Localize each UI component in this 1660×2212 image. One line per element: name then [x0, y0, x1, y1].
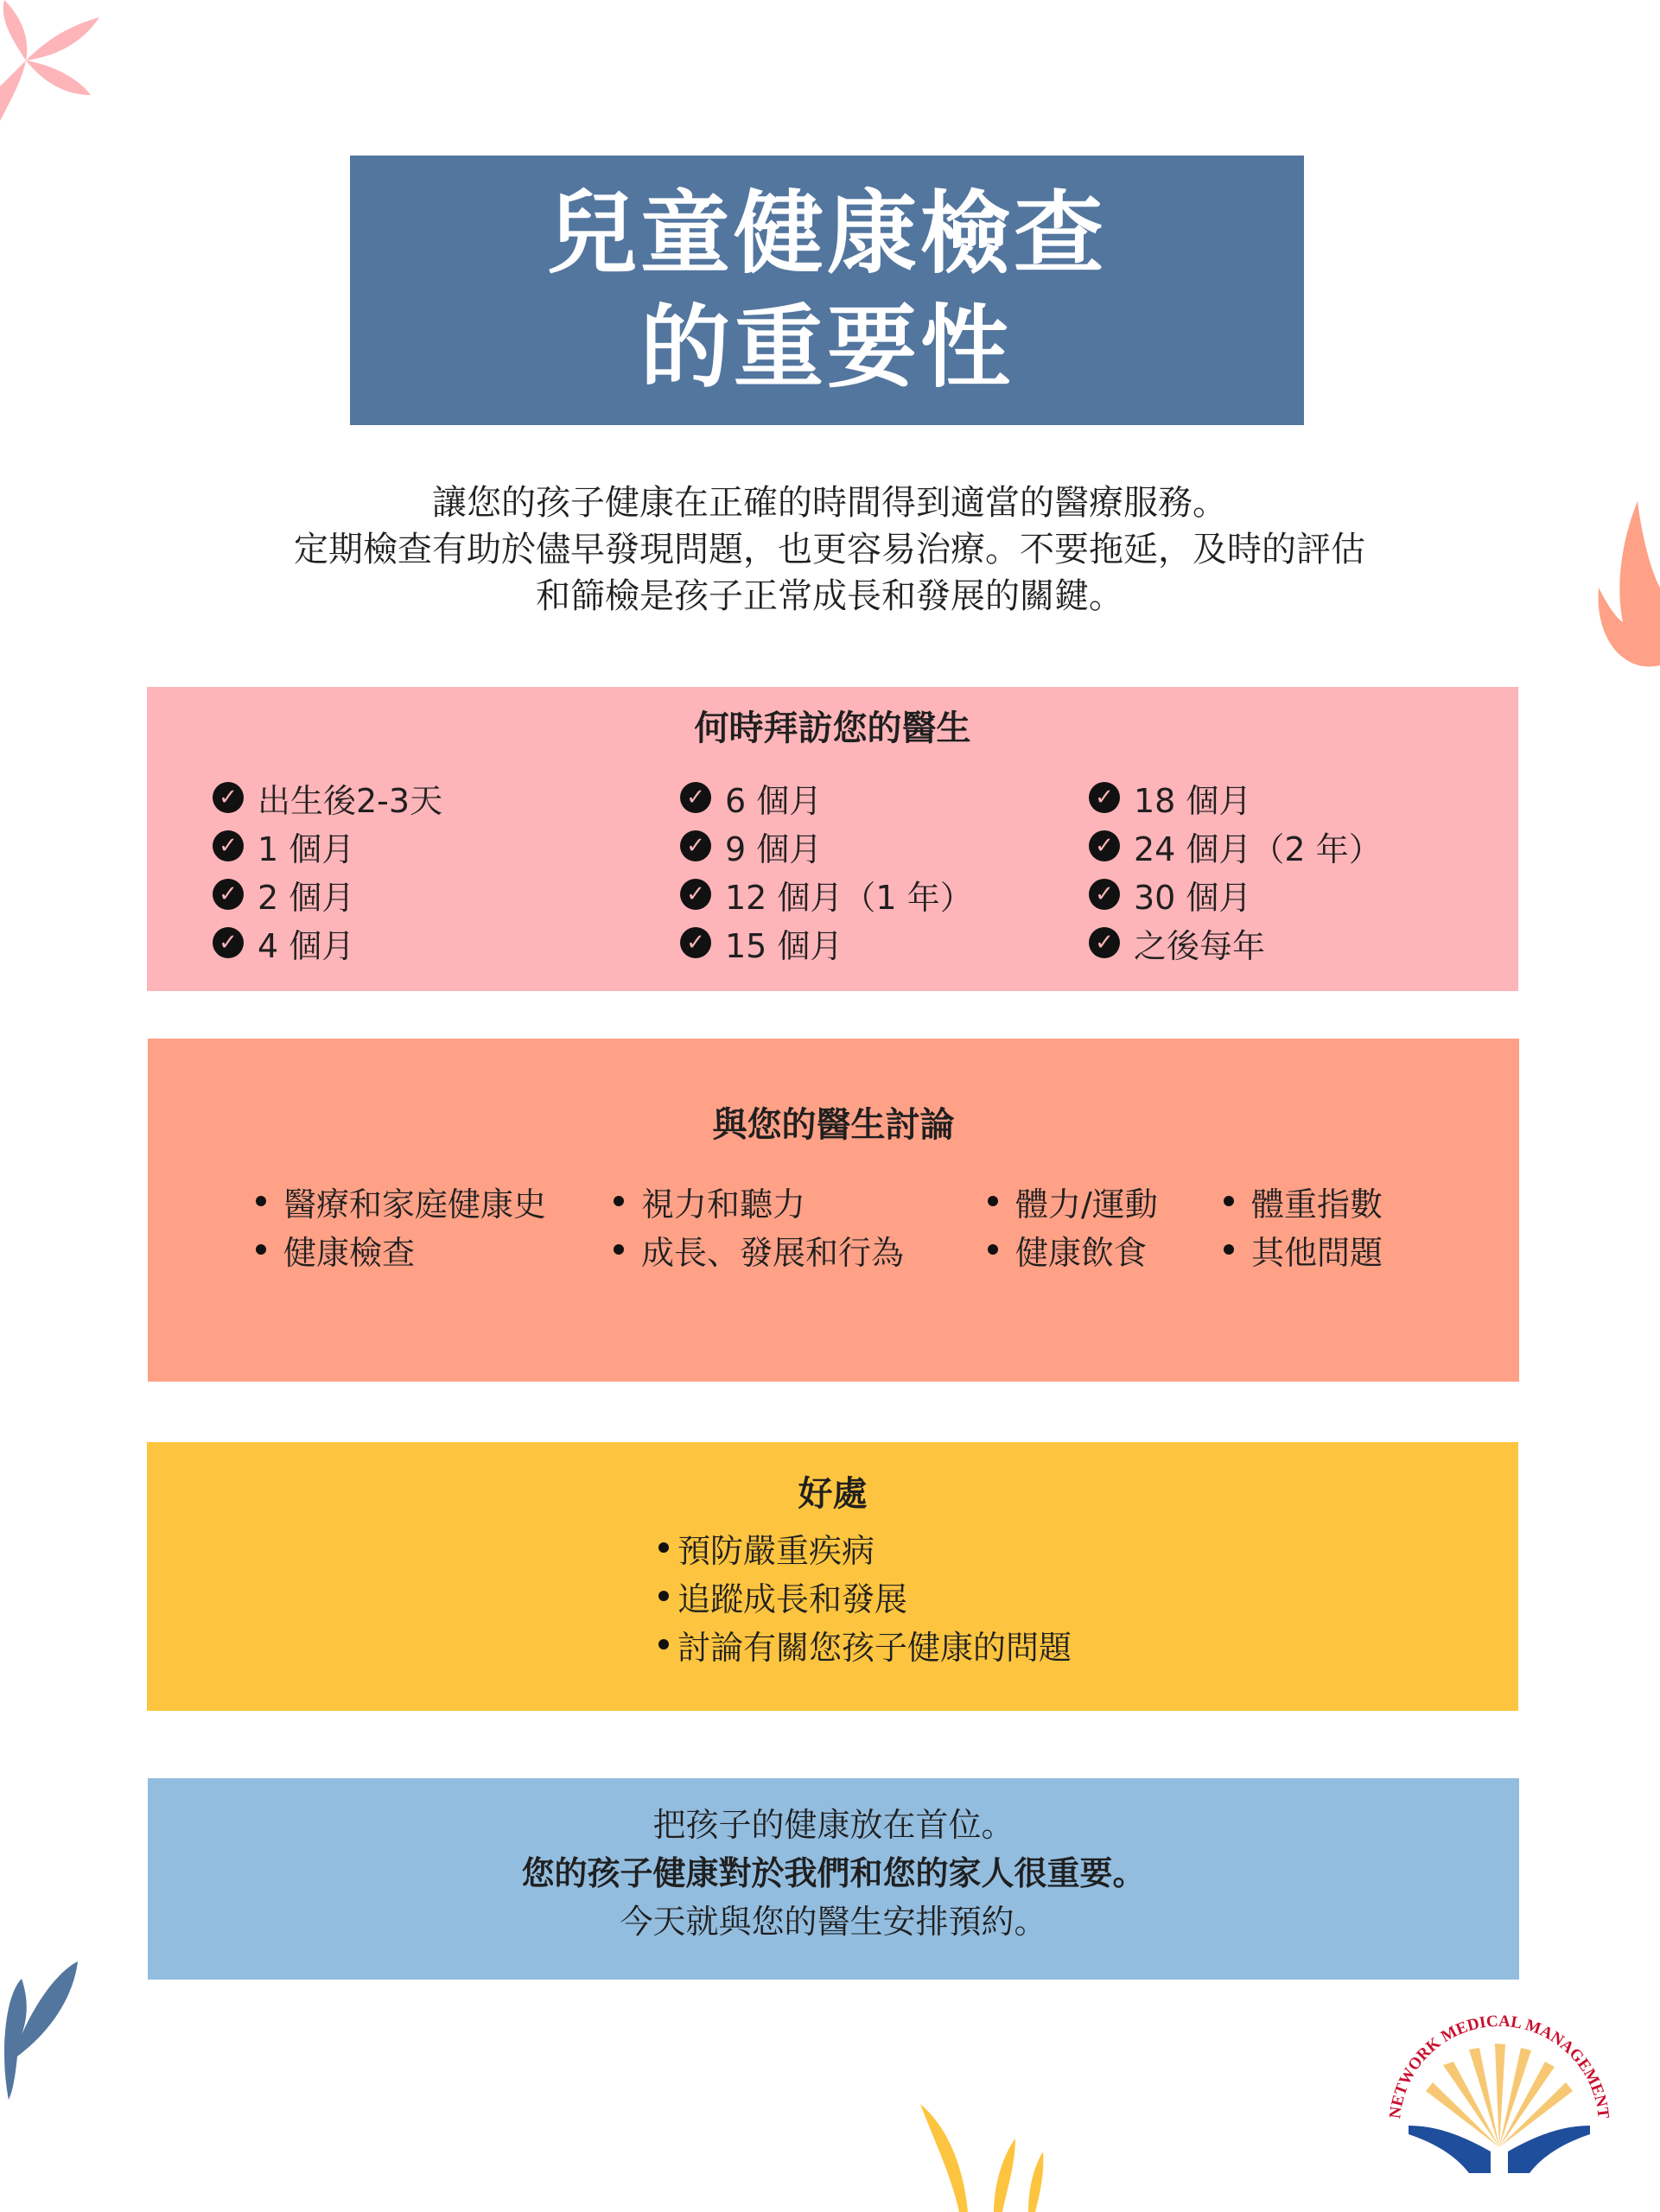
network-medical-management-logo [1374, 1996, 1625, 2177]
intro-line: 和篩檢是孩子正常成長和發展的關鍵。 [536, 576, 1123, 616]
check-circle-icon: ✓ [680, 879, 711, 910]
closing-line: 今天就與您的醫生安排預約。 [620, 1903, 1047, 1941]
visit-column [680, 773, 973, 967]
benefit-item: 追蹤成長和發展 [658, 1572, 1072, 1620]
bullet-icon [658, 1639, 669, 1649]
topic-item: 成長、發展和行為 [614, 1225, 904, 1274]
closing-line: 把孩子的健康放在首位。 [652, 1806, 1014, 1844]
bullet-icon [658, 1542, 669, 1553]
discussion-topics-panel [148, 1039, 1519, 1382]
check-circle-icon: ✓ [680, 830, 711, 861]
page-title-line1: 兒童健康檢查 [546, 181, 1107, 286]
bullet-icon [1224, 1196, 1234, 1206]
check-circle-icon: ✓ [680, 782, 711, 813]
orange-flame-decoration [1581, 501, 1660, 674]
visit-column [213, 773, 442, 967]
discussion-topics-title: 與您的醫生討論 [712, 1105, 955, 1145]
visit-item: ✓ 6 個月 [680, 773, 973, 822]
page-title-line2: 的重要性 [639, 295, 1014, 400]
benefit-item: 討論有關您孩子健康的問題 [658, 1620, 1072, 1669]
check-circle-icon: ✓ [213, 830, 244, 861]
visit-schedule-panel [147, 687, 1518, 991]
visit-item: ✓ 1 個月 [213, 822, 442, 870]
topic-item: 醫療和家庭健康史 [256, 1177, 546, 1225]
check-circle-icon: ✓ [1089, 927, 1120, 958]
blue-leaf-decoration [0, 1884, 86, 2108]
topic-column [614, 1177, 904, 1274]
visit-item: ✓ 之後每年 [1089, 918, 1382, 967]
topic-item: 體力/運動 [988, 1177, 1158, 1225]
visit-item: ✓ 18 個月 [1089, 773, 1382, 822]
intro-line: 定期檢查有助於儘早發現問題，也更容易治療。不要拖延，及時的評估 [294, 530, 1365, 569]
visit-schedule-title: 何時拜訪您的醫生 [694, 709, 971, 748]
bullet-icon [658, 1591, 669, 1601]
benefits-title: 好處 [798, 1474, 868, 1514]
topic-column [1224, 1177, 1383, 1274]
visit-item: ✓ 12 個月（1 年） [680, 870, 973, 918]
benefit-item: 預防嚴重疾病 [658, 1523, 1072, 1572]
bullet-icon [988, 1196, 998, 1206]
bullet-icon [614, 1244, 624, 1255]
check-circle-icon: ✓ [213, 927, 244, 958]
visit-item: ✓ 2 個月 [213, 870, 442, 918]
title-banner [350, 156, 1304, 425]
check-circle-icon: ✓ [680, 927, 711, 958]
visit-column [1089, 773, 1382, 967]
check-circle-icon: ✓ [213, 782, 244, 813]
benefits-list [658, 1523, 1072, 1669]
visit-item: ✓ 24 個月（2 年） [1089, 822, 1382, 870]
yellow-grass-decoration [920, 2104, 1050, 2212]
topic-item: 視力和聽力 [614, 1177, 904, 1225]
bullet-icon [256, 1196, 266, 1206]
bullet-icon [614, 1196, 624, 1206]
check-circle-icon: ✓ [1089, 879, 1120, 910]
topic-column [988, 1177, 1158, 1274]
pink-leaves-decoration [0, 0, 112, 130]
closing-line-emphasis: 您的孩子健康對於我們和您的家人很重要。 [521, 1854, 1146, 1892]
topic-item: 健康飲食 [988, 1225, 1158, 1274]
benefits-panel [147, 1442, 1518, 1711]
visit-item: ✓ 出生後2-3天 [213, 773, 442, 822]
check-circle-icon: ✓ [1089, 830, 1120, 861]
topic-item: 健康檢查 [256, 1225, 546, 1274]
visit-item: ✓ 30 個月 [1089, 870, 1382, 918]
bullet-icon [1224, 1244, 1234, 1255]
topic-column [256, 1177, 546, 1274]
check-circle-icon: ✓ [213, 879, 244, 910]
visit-item: ✓ 9 個月 [680, 822, 973, 870]
topic-item: 體重指數 [1224, 1177, 1383, 1225]
bullet-icon [988, 1244, 998, 1255]
closing-message-panel [148, 1778, 1519, 1980]
topic-item: 其他問題 [1224, 1225, 1383, 1274]
intro-line: 讓您的孩子健康在正確的時間得到適當的醫療服務。 [432, 483, 1227, 523]
check-circle-icon: ✓ [1089, 782, 1120, 813]
visit-item: ✓ 4 個月 [213, 918, 442, 967]
visit-item: ✓ 15 個月 [680, 918, 973, 967]
intro-text [207, 480, 1452, 620]
bullet-icon [256, 1244, 266, 1255]
svg-text:NETWORK MEDICAL MANAGEMENT: NETWORK MEDICAL MANAGEMENT [1386, 2012, 1612, 2120]
